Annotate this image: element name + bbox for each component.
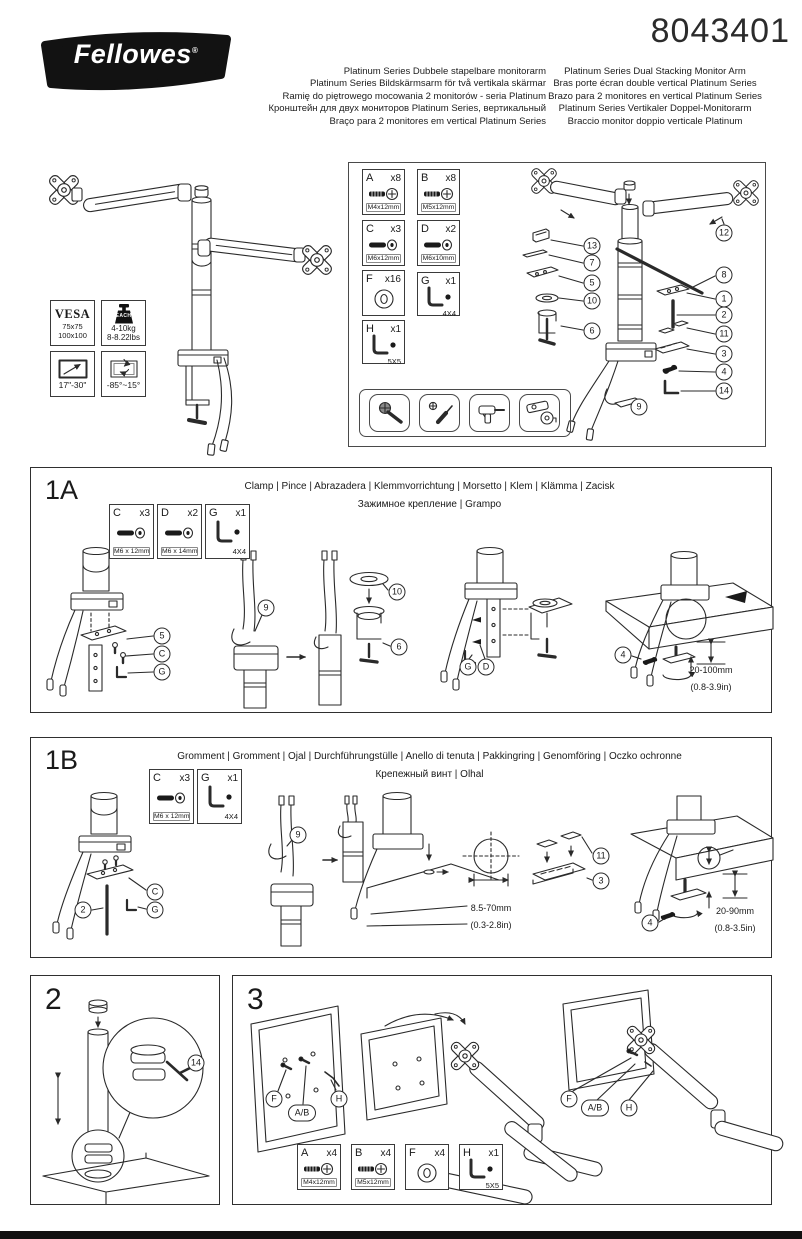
allen-key-icon <box>421 287 456 309</box>
hand-tighten-icon <box>369 394 410 432</box>
callout-13: 13 <box>584 238 601 255</box>
brand-text: Fellowes <box>73 39 192 69</box>
callout-12: 12 <box>716 225 733 242</box>
part-size: 4X4 <box>232 547 246 556</box>
part-size: 4X4 <box>442 309 456 318</box>
step-1b-title: Gromment | Gromment | Ojal | Durchführungstülle | Anello di tenuta | Pakkingring | Genomföring | Oczko ochronne <box>177 751 682 762</box>
callout-H: H <box>331 1091 348 1108</box>
callout-3: 3 <box>716 346 733 363</box>
part-letter: B <box>421 172 429 184</box>
part-letter: H <box>463 1147 471 1159</box>
part-size: M6 x 12mm <box>114 548 150 555</box>
section-3 <box>232 975 772 1205</box>
drill-icon <box>469 394 510 432</box>
part-letter: G <box>421 275 430 287</box>
part-qty: x3 <box>139 508 150 519</box>
section-1a <box>30 467 772 713</box>
callout-9: 9 <box>631 399 648 416</box>
part-letter: D <box>421 223 429 235</box>
part-size: 5X5 <box>387 357 401 366</box>
callout-14: 14 <box>188 1055 205 1072</box>
part-size: 4X4 <box>224 812 238 821</box>
part-box-A <box>362 169 405 215</box>
part-size: M6 x 14mm <box>162 548 198 555</box>
part-qty: x1 <box>235 508 246 519</box>
model-number: 8043401 <box>650 12 790 50</box>
part-size: M5x12mm <box>422 204 455 211</box>
step-2-label: 2 <box>45 983 62 1016</box>
allen-key-icon <box>463 1159 499 1181</box>
callout-D: D <box>478 659 495 676</box>
screwdriver-icon <box>419 394 460 432</box>
tape-measure-icon <box>519 394 560 432</box>
part-size: M6x12mm <box>367 255 400 262</box>
allen-key-icon <box>209 519 246 547</box>
screw-icon <box>421 184 456 203</box>
step-1a-label: 1A <box>45 475 79 505</box>
part-box-F <box>405 1144 449 1190</box>
part-box-G <box>417 272 460 316</box>
title-line: Platinum Series Dual Stacking Monitor Arm <box>564 66 746 77</box>
weight-icon <box>111 304 137 324</box>
weight-badge: EACH <box>115 312 132 319</box>
clamp-range-mm: 20-100mm <box>689 665 733 675</box>
clamp-range-in: (0.8-3.9in) <box>690 682 732 692</box>
callout-G: G <box>154 664 171 681</box>
title-line: Platinum Series Bildskärmsarm för två vertikala skärmar <box>310 78 546 90</box>
part-box-D <box>157 504 202 559</box>
part-box-C <box>149 769 194 824</box>
callout-5: 5 <box>584 275 601 292</box>
screw-icon <box>366 184 401 203</box>
part-box-F <box>362 270 405 316</box>
callout-G2: G <box>460 659 477 676</box>
callout-H: H <box>621 1100 638 1117</box>
vesa-size-2: 100x100 <box>58 330 87 340</box>
callout-6: 6 <box>584 323 601 340</box>
step-1a-subtitle: Зажимное крепление | Grampo <box>357 499 502 510</box>
weight-metric: 4-10kg <box>111 323 136 333</box>
part-letter: C <box>113 507 121 519</box>
screw-icon <box>113 519 150 547</box>
step-1a-title: Clamp | Pince | Abrazadera | Klemmvorrichtung | Morsetto | Klem | Klämma | Zacisk <box>244 481 615 492</box>
section-2 <box>30 975 220 1205</box>
part-letter: H <box>366 323 374 335</box>
screw-icon <box>366 235 401 254</box>
title-line: Ramię do piętrowego mocowania 2 monitorów - seria Platinum <box>282 90 546 102</box>
part-letter: D <box>161 507 169 519</box>
parts-panel <box>348 162 766 447</box>
part-qty: x1 <box>445 276 456 287</box>
screw-icon <box>301 1159 337 1178</box>
part-box-B <box>351 1144 395 1190</box>
brand-mark: ® <box>191 46 199 55</box>
part-qty: x1 <box>227 773 238 784</box>
part-letter: A <box>301 1147 309 1159</box>
part-qty: x4 <box>434 1148 445 1159</box>
callout-11: 11 <box>716 326 733 343</box>
part-size: M4x12mm <box>367 204 400 211</box>
callout-5: 5 <box>154 628 171 645</box>
part-qty: x4 <box>380 1148 391 1159</box>
callout-10: 10 <box>389 584 406 601</box>
title-line: Platinum Series Dubbele stapelbare monitorarm <box>343 66 546 77</box>
tilt-range: -85°~15° <box>106 380 141 390</box>
part-letter: C <box>366 223 374 235</box>
title-line: Brazo para 2 monitores en vertical Platinum Series <box>548 90 762 102</box>
part-qty: x4 <box>326 1148 337 1159</box>
callout-1: 1 <box>716 291 733 308</box>
part-qty: x3 <box>179 773 190 784</box>
weight-imperial: 8-8.22lbs <box>107 333 140 342</box>
page-edge-bar <box>0 1231 802 1239</box>
part-size: 5X5 <box>485 1181 499 1190</box>
title-line: Braccio monitor doppio verticale Platinum <box>567 115 743 127</box>
vesa-spec-box <box>50 300 95 346</box>
section-1b <box>30 737 772 958</box>
callout-F: F <box>561 1091 578 1108</box>
part-box-B <box>417 169 460 215</box>
screen-size-spec-box <box>50 351 95 397</box>
step-1b-label: 1B <box>45 745 79 775</box>
hole-range-in: (0.3-2.8in) <box>470 920 512 930</box>
callout-7: 7 <box>584 255 601 272</box>
part-box-C <box>109 504 154 559</box>
callout-4: 4 <box>615 647 632 664</box>
tilt-spec-box <box>101 351 146 397</box>
callout-4: 4 <box>716 364 733 381</box>
part-letter: A <box>366 172 374 184</box>
part-qty: x2 <box>445 224 456 235</box>
part-size: M5x12mm <box>355 1178 391 1187</box>
part-size: M6 x 12mm <box>154 813 190 820</box>
screen-range: 17"-30" <box>58 379 87 390</box>
screw-icon <box>355 1159 391 1178</box>
screw-icon <box>161 519 198 547</box>
callout-C: C <box>147 884 164 901</box>
product-titles-right <box>514 66 796 128</box>
weight-spec-box <box>101 300 146 346</box>
part-qty: x8 <box>445 173 456 184</box>
callout-14: 14 <box>716 383 733 400</box>
screw-icon <box>153 784 190 812</box>
callout-AB: A/B <box>288 1105 316 1122</box>
part-letter: B <box>355 1147 363 1159</box>
fellowes-logo <box>34 30 238 92</box>
part-box-G <box>205 504 250 559</box>
callout-3: 3 <box>593 873 610 890</box>
allen-key-icon <box>201 784 238 812</box>
callout-2: 2 <box>716 307 733 324</box>
part-letter: F <box>409 1147 416 1159</box>
desk-range-mm: 20-90mm <box>715 906 754 916</box>
title-line: Braço para 2 monitores em vertical Platinum Series <box>329 115 546 127</box>
screw-icon <box>421 235 456 254</box>
step-1b-subtitle: Крепежный винт | Olhal <box>375 769 484 780</box>
part-box-G <box>197 769 242 824</box>
part-size: M6x10mm <box>422 255 455 262</box>
part-letter: G <box>201 772 210 784</box>
part-qty: x3 <box>390 224 401 235</box>
part-size: M4x12mm <box>301 1178 337 1187</box>
part-box-A <box>297 1144 341 1190</box>
callout-6: 6 <box>391 639 408 656</box>
title-line: Кронштейн для двух мониторов Platinum Series, вертикальный <box>268 103 546 115</box>
hole-range-mm: 8.5-70mm <box>470 903 512 913</box>
vesa-title: VESA <box>54 306 91 321</box>
callout-G: G <box>147 902 164 919</box>
part-letter: C <box>153 772 161 784</box>
title-line: Bras porte écran double vertical Platinum Series <box>553 78 757 90</box>
allen-key-icon <box>366 335 401 357</box>
desk-range-in: (0.8-3.5in) <box>714 923 756 933</box>
callout-4: 4 <box>642 915 659 932</box>
product-titles-left <box>240 66 546 128</box>
step-3-label: 3 <box>247 983 264 1016</box>
part-box-H <box>362 320 405 364</box>
callout-9: 9 <box>290 827 307 844</box>
washer-icon <box>366 285 401 313</box>
part-box-C <box>362 220 405 266</box>
tools-box <box>359 389 571 437</box>
callout-F: F <box>266 1091 283 1108</box>
step-1b-diagram <box>31 796 773 956</box>
part-box-H <box>459 1144 503 1190</box>
tilt-icon <box>109 358 139 379</box>
callout-11: 11 <box>593 848 610 865</box>
part-qty: x1 <box>390 324 401 335</box>
callout-C: C <box>154 646 171 663</box>
callout-9: 9 <box>258 600 275 617</box>
callout-10: 10 <box>584 293 601 310</box>
screen-diagonal-icon <box>58 359 88 379</box>
part-letter: G <box>209 507 218 519</box>
title-line: Platinum Series Vertikaler Doppel-Monitorarm <box>558 103 752 115</box>
step-1a-diagram <box>31 551 773 711</box>
part-qty: x8 <box>390 173 401 184</box>
part-box-D <box>417 220 460 266</box>
callout-2: 2 <box>75 902 92 919</box>
part-letter: F <box>366 273 373 285</box>
part-qty: x1 <box>488 1148 499 1159</box>
part-qty: x2 <box>187 508 198 519</box>
callout-8: 8 <box>716 267 733 284</box>
part-qty: x16 <box>384 274 401 285</box>
washer-icon <box>409 1159 445 1187</box>
brand-wordmark <box>34 39 238 70</box>
vesa-size-1: 75x75 <box>62 321 83 331</box>
step-2-diagram <box>31 976 221 1206</box>
callout-AB: A/B <box>581 1100 609 1117</box>
